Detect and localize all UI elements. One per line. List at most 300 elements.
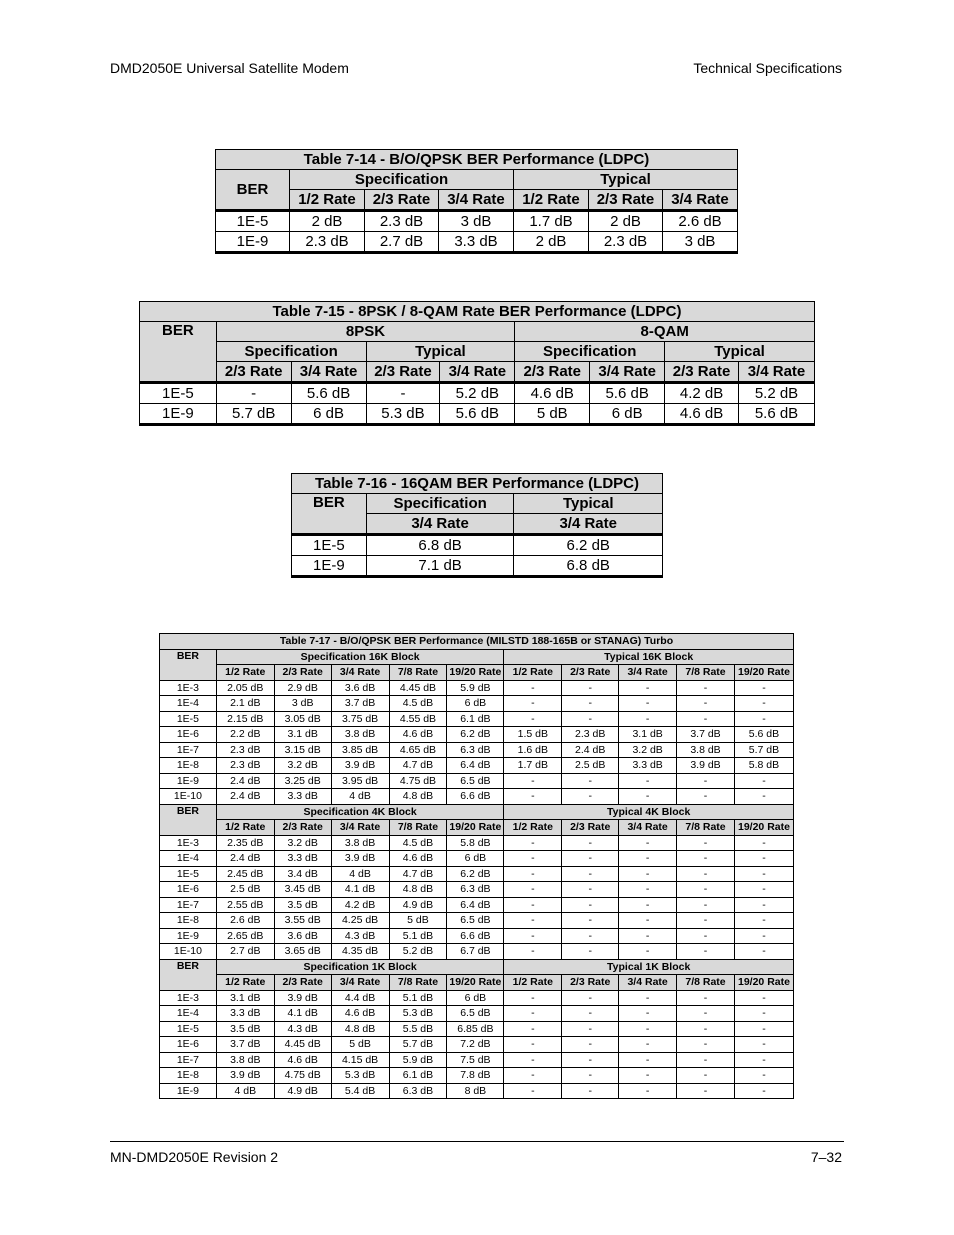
typical-block-header: Typical 1K Block [504, 959, 794, 975]
ber-cell: 1E-8 [160, 758, 217, 774]
value-cell: - [562, 789, 619, 805]
value-cell: - [504, 913, 562, 929]
value-cell: 2 dB [514, 232, 589, 253]
table-row [160, 835, 794, 851]
rate-header: 7/8 Rate [389, 820, 447, 836]
table-row [160, 944, 794, 960]
ber-cell: 1E-9 [160, 1083, 217, 1099]
table-row [160, 696, 794, 712]
value-cell: - [504, 866, 562, 882]
value-cell: - [562, 773, 619, 789]
value-cell: - [677, 835, 735, 851]
value-cell: - [619, 1068, 677, 1084]
rate-header: 2/3 Rate [274, 975, 331, 991]
rate-header: 7/8 Rate [677, 975, 735, 991]
value-cell: - [734, 1006, 793, 1022]
value-cell: 4 dB [331, 789, 389, 805]
value-cell: - [562, 1083, 619, 1099]
rate-header: 7/8 Rate [677, 820, 735, 836]
ber-cell: 1E-5 [216, 211, 290, 232]
ber-cell: 1E-3 [160, 680, 217, 696]
table-row [292, 556, 663, 577]
value-cell: 6 dB [447, 696, 504, 712]
value-cell: - [734, 882, 793, 898]
value-cell: - [734, 944, 793, 960]
value-cell: - [619, 1006, 677, 1022]
value-cell: 4 dB [331, 866, 389, 882]
value-cell: 6.6 dB [447, 789, 504, 805]
value-cell: - [734, 680, 793, 696]
value-cell: - [504, 773, 562, 789]
rate-header: 1/2 Rate [504, 975, 562, 991]
table-row [160, 680, 794, 696]
value-cell: - [562, 944, 619, 960]
ber-header: BER [160, 649, 217, 680]
value-cell: - [677, 1021, 735, 1037]
table-title: Table 7-14 - B/O/QPSK BER Performance (LDPC) [216, 150, 738, 170]
value-cell: 3.85 dB [331, 742, 389, 758]
value-cell: - [677, 1068, 735, 1084]
value-cell: - [677, 882, 735, 898]
table-row [160, 727, 794, 743]
value-cell: 3.3 dB [216, 1006, 274, 1022]
footer-right: 7–32 [810, 1149, 842, 1165]
value-cell: - [619, 866, 677, 882]
value-cell: 6.1 dB [447, 711, 504, 727]
ber-cell: 1E-9 [216, 232, 290, 253]
rate-header: 19/20 Rate [734, 820, 793, 836]
value-cell: 5.8 dB [447, 835, 504, 851]
value-cell: - [562, 1021, 619, 1037]
value-cell: 5.9 dB [447, 680, 504, 696]
ber-cell: 1E-5 [140, 383, 217, 404]
value-cell: - [677, 1037, 735, 1053]
rate-header: 1/2 Rate [504, 820, 562, 836]
ber-cell: 1E-3 [160, 990, 217, 1006]
value-cell: 6 dB [447, 851, 504, 867]
value-cell: 6.2 dB [514, 535, 663, 556]
value-cell: 4.6 dB [515, 383, 590, 404]
table-row [160, 1037, 794, 1053]
value-cell: - [562, 696, 619, 712]
ber-cell: 1E-5 [292, 535, 367, 556]
value-cell: 4.8 dB [389, 789, 447, 805]
rate-header: 2/3 Rate [366, 362, 440, 383]
value-cell: - [504, 990, 562, 1006]
table-7-15 [139, 301, 815, 426]
value-cell: 3.3 dB [274, 789, 331, 805]
rate-header: 3/4 Rate [366, 514, 514, 535]
value-cell: 4.8 dB [331, 1021, 389, 1037]
value-cell: 4.6 dB [331, 1006, 389, 1022]
table-row [160, 913, 794, 929]
ber-header: BER [160, 804, 217, 835]
ber-cell: 1E-5 [160, 866, 217, 882]
value-cell: 3.6 dB [274, 928, 331, 944]
value-cell: 4.15 dB [331, 1052, 389, 1068]
value-cell: - [619, 897, 677, 913]
value-cell: - [677, 773, 735, 789]
value-cell: 3.9 dB [274, 990, 331, 1006]
value-cell: - [562, 897, 619, 913]
rate-header: 3/4 Rate [619, 975, 677, 991]
header-right: Technical Specifications [693, 60, 842, 76]
ber-cell: 1E-7 [160, 1052, 217, 1068]
block-section [160, 649, 794, 804]
value-cell: - [504, 696, 562, 712]
value-cell: - [677, 866, 735, 882]
value-cell: 2.05 dB [216, 680, 274, 696]
rate-header: 19/20 Rate [734, 975, 793, 991]
value-cell: 5.7 dB [734, 742, 793, 758]
rate-header: 3/4 Rate [619, 665, 677, 681]
rate-header: 2/3 Rate [562, 820, 619, 836]
value-cell: 5.3 dB [366, 404, 440, 425]
ber-cell: 1E-5 [160, 1021, 217, 1037]
value-cell: - [734, 1021, 793, 1037]
spec-block-header: Specification 1K Block [216, 959, 504, 975]
value-cell: 3.1 dB [619, 727, 677, 743]
ber-cell: 1E-3 [160, 835, 217, 851]
table-7-16 [291, 473, 663, 578]
rate-header: 3/4 Rate [331, 665, 389, 681]
value-cell: 6 dB [447, 990, 504, 1006]
value-cell: 4.1 dB [331, 882, 389, 898]
value-cell: 3.3 dB [439, 232, 514, 253]
table-title: Table 7-17 - B/O/QPSK BER Performance (MILSTD 188-165B or STANAG) Turbo [160, 634, 794, 650]
value-cell: 4.7 dB [389, 758, 447, 774]
value-cell: 2.9 dB [274, 680, 331, 696]
value-cell: - [734, 789, 793, 805]
value-cell: 6.4 dB [447, 758, 504, 774]
value-cell: - [734, 1083, 793, 1099]
value-cell: 2.3 dB [365, 211, 439, 232]
spec-block-header: Specification 16K Block [216, 649, 504, 665]
value-cell: 4.2 dB [665, 383, 739, 404]
table-row [160, 789, 794, 805]
rate-header: 3/4 Rate [331, 975, 389, 991]
value-cell: 4.2 dB [331, 897, 389, 913]
value-cell: 4.45 dB [274, 1037, 331, 1053]
value-cell: 2.7 dB [216, 944, 274, 960]
value-cell: 6.4 dB [447, 897, 504, 913]
value-cell: 2.6 dB [216, 913, 274, 929]
value-cell: 5 dB [331, 1037, 389, 1053]
value-cell: 4.6 dB [389, 727, 447, 743]
value-cell: - [734, 928, 793, 944]
rate-header: 2/3 Rate [515, 362, 590, 383]
value-cell: 2 dB [290, 211, 365, 232]
value-cell: 5.9 dB [389, 1052, 447, 1068]
rate-header: 19/20 Rate [447, 820, 504, 836]
spec-header: Specification [216, 342, 366, 362]
value-cell: - [216, 383, 291, 404]
value-cell: 4.45 dB [389, 680, 447, 696]
value-cell: - [734, 866, 793, 882]
value-cell: 3.1 dB [274, 727, 331, 743]
value-cell: - [734, 990, 793, 1006]
table-row [160, 1052, 794, 1068]
value-cell: - [504, 1021, 562, 1037]
value-cell: 3.5 dB [274, 897, 331, 913]
value-cell: - [677, 1083, 735, 1099]
value-cell: 4.65 dB [389, 742, 447, 758]
value-cell: 4.35 dB [331, 944, 389, 960]
table-row [160, 1068, 794, 1084]
value-cell: - [562, 913, 619, 929]
value-cell: 5.2 dB [440, 383, 515, 404]
ber-header: BER [160, 959, 217, 990]
group-header-8psk: 8PSK [216, 322, 515, 342]
table-row [216, 211, 738, 232]
value-cell: 6.8 dB [366, 535, 514, 556]
typical-header: Typical [665, 342, 815, 362]
value-cell: 4.6 dB [665, 404, 739, 425]
value-cell: - [677, 680, 735, 696]
table-title: Table 7-15 - 8PSK / 8-QAM Rate BER Performance (LDPC) [140, 302, 815, 322]
rate-header: 2/3 Rate [562, 665, 619, 681]
value-cell: 3.5 dB [216, 1021, 274, 1037]
value-cell: - [619, 1052, 677, 1068]
ber-cell: 1E-9 [292, 556, 367, 577]
value-cell: 4.55 dB [389, 711, 447, 727]
value-cell: 3.55 dB [274, 913, 331, 929]
value-cell: - [619, 851, 677, 867]
value-cell: 3.7 dB [216, 1037, 274, 1053]
table-body [292, 535, 663, 577]
value-cell: - [504, 680, 562, 696]
value-cell: - [619, 789, 677, 805]
value-cell: 4.3 dB [331, 928, 389, 944]
ber-header: BER [216, 170, 290, 211]
rate-header: 19/20 Rate [734, 665, 793, 681]
value-cell: 2.5 dB [216, 882, 274, 898]
value-cell: 2.4 dB [216, 851, 274, 867]
value-cell: - [619, 928, 677, 944]
value-cell: 6.6 dB [447, 928, 504, 944]
value-cell: - [677, 913, 735, 929]
value-cell: 2.6 dB [663, 211, 738, 232]
table-row [160, 866, 794, 882]
value-cell: - [734, 851, 793, 867]
value-cell: - [562, 851, 619, 867]
value-cell: 4.6 dB [274, 1052, 331, 1068]
value-cell: 4.4 dB [331, 990, 389, 1006]
value-cell: 4.7 dB [389, 866, 447, 882]
value-cell: - [619, 1037, 677, 1053]
value-cell: - [504, 1083, 562, 1099]
table-row [160, 897, 794, 913]
value-cell: - [619, 773, 677, 789]
value-cell: 4.6 dB [389, 851, 447, 867]
table-row [160, 1021, 794, 1037]
rate-header: 1/2 Rate [216, 665, 274, 681]
typical-header: Typical [366, 342, 515, 362]
value-cell: - [504, 1052, 562, 1068]
value-cell: - [619, 711, 677, 727]
value-cell: 3.9 dB [677, 758, 735, 774]
rate-header: 3/4 Rate [514, 514, 663, 535]
value-cell: 5.6 dB [590, 383, 665, 404]
rate-header: 7/8 Rate [677, 665, 735, 681]
rate-header: 1/2 Rate [504, 665, 562, 681]
value-cell: 6.85 dB [447, 1021, 504, 1037]
ber-cell: 1E-10 [160, 944, 217, 960]
value-cell: 5 dB [389, 913, 447, 929]
value-cell: - [677, 897, 735, 913]
value-cell: - [504, 882, 562, 898]
value-cell: - [504, 851, 562, 867]
rate-header: 2/3 Rate [562, 975, 619, 991]
value-cell: - [504, 1037, 562, 1053]
table-row [160, 1006, 794, 1022]
rate-header: 3/4 Rate [663, 190, 738, 211]
value-cell: 6.3 dB [447, 742, 504, 758]
value-cell: 3.45 dB [274, 882, 331, 898]
value-cell: - [677, 1006, 735, 1022]
value-cell: 7.5 dB [447, 1052, 504, 1068]
value-cell: - [562, 680, 619, 696]
value-cell: 2.35 dB [216, 835, 274, 851]
value-cell: - [734, 1052, 793, 1068]
value-cell: - [504, 835, 562, 851]
value-cell: 3 dB [439, 211, 514, 232]
value-cell: 5.7 dB [389, 1037, 447, 1053]
value-cell: 3.15 dB [274, 742, 331, 758]
table-row [160, 711, 794, 727]
ber-cell: 1E-8 [160, 913, 217, 929]
ber-cell: 1E-5 [160, 711, 217, 727]
value-cell: 3 dB [274, 696, 331, 712]
value-cell: 8 dB [447, 1083, 504, 1099]
value-cell: - [504, 1006, 562, 1022]
value-cell: 3.05 dB [274, 711, 331, 727]
rate-header: 2/3 Rate [274, 820, 331, 836]
rate-header: 19/20 Rate [447, 975, 504, 991]
table-row [140, 404, 815, 425]
value-cell: - [562, 882, 619, 898]
header-left: DMD2050E Universal Satellite Modem [110, 60, 349, 76]
table-row [160, 773, 794, 789]
value-cell: 3.2 dB [274, 758, 331, 774]
value-cell: 1.7 dB [504, 758, 562, 774]
value-cell: 3.75 dB [331, 711, 389, 727]
value-cell: 2.4 dB [562, 742, 619, 758]
ber-cell: 1E-6 [160, 882, 217, 898]
rate-header: 3/4 Rate [440, 362, 515, 383]
value-cell: 3.9 dB [331, 851, 389, 867]
table-row [160, 1083, 794, 1099]
value-cell: - [562, 835, 619, 851]
value-cell: - [504, 1068, 562, 1084]
value-cell: 4.9 dB [389, 897, 447, 913]
value-cell: 4.5 dB [389, 835, 447, 851]
value-cell: 2.4 dB [216, 773, 274, 789]
value-cell: 2 dB [589, 211, 663, 232]
spec-header: Specification [290, 170, 514, 190]
value-cell: - [619, 882, 677, 898]
block-section [160, 959, 794, 1099]
value-cell: - [734, 897, 793, 913]
value-cell: 3.2 dB [619, 742, 677, 758]
value-cell: 3.2 dB [274, 835, 331, 851]
rate-header: 7/8 Rate [389, 975, 447, 991]
value-cell: - [562, 990, 619, 1006]
value-cell: - [619, 1083, 677, 1099]
footer-left: MN-DMD2050E Revision 2 [110, 1149, 279, 1165]
rate-header: 1/2 Rate [216, 975, 274, 991]
value-cell: 4.8 dB [389, 882, 447, 898]
table-row [160, 758, 794, 774]
rate-header: 7/8 Rate [389, 665, 447, 681]
value-cell: 2.7 dB [365, 232, 439, 253]
value-cell: 3.95 dB [331, 773, 389, 789]
ber-cell: 1E-10 [160, 789, 217, 805]
value-cell: 2.4 dB [216, 789, 274, 805]
table-row [160, 851, 794, 867]
footer-rule [110, 1141, 844, 1142]
value-cell: 4.75 dB [389, 773, 447, 789]
ber-cell: 1E-9 [160, 773, 217, 789]
value-cell: 3.9 dB [216, 1068, 274, 1084]
table-row [216, 232, 738, 253]
value-cell: 6.5 dB [447, 773, 504, 789]
value-cell: 5.6 dB [440, 404, 515, 425]
ber-cell: 1E-8 [160, 1068, 217, 1084]
value-cell: 3.8 dB [331, 835, 389, 851]
spec-block-header: Specification 4K Block [216, 804, 504, 820]
value-cell: 4.1 dB [274, 1006, 331, 1022]
value-cell: 2.5 dB [562, 758, 619, 774]
value-cell: - [619, 944, 677, 960]
rate-header: 3/4 Rate [331, 820, 389, 836]
value-cell: 6.3 dB [447, 882, 504, 898]
value-cell: 7.8 dB [447, 1068, 504, 1084]
value-cell: 4.5 dB [389, 696, 447, 712]
rate-header: 2/3 Rate [365, 190, 439, 211]
value-cell: 3.8 dB [677, 742, 735, 758]
value-cell: - [504, 711, 562, 727]
value-cell: 5.5 dB [389, 1021, 447, 1037]
value-cell: 3.3 dB [274, 851, 331, 867]
value-cell: 2.3 dB [562, 727, 619, 743]
value-cell: - [677, 711, 735, 727]
value-cell: - [677, 944, 735, 960]
value-cell: 5.6 dB [291, 383, 366, 404]
value-cell: 5.7 dB [216, 404, 291, 425]
value-cell: 2.55 dB [216, 897, 274, 913]
value-cell: - [504, 944, 562, 960]
value-cell: 3.65 dB [274, 944, 331, 960]
value-cell: - [734, 773, 793, 789]
value-cell: - [734, 835, 793, 851]
value-cell: - [562, 1037, 619, 1053]
table-body [216, 211, 738, 253]
value-cell: 1.5 dB [504, 727, 562, 743]
rate-header: 2/3 Rate [665, 362, 739, 383]
value-cell: 6 dB [291, 404, 366, 425]
value-cell: 3 dB [663, 232, 738, 253]
table-row [140, 383, 815, 404]
group-header-8qam: 8-QAM [515, 322, 815, 342]
value-cell: 3.7 dB [677, 727, 735, 743]
value-cell: 2.3 dB [290, 232, 365, 253]
value-cell: 5.2 dB [389, 944, 447, 960]
value-cell: 3.9 dB [331, 758, 389, 774]
value-cell: - [677, 928, 735, 944]
value-cell: - [677, 696, 735, 712]
rate-header: 2/3 Rate [589, 190, 663, 211]
